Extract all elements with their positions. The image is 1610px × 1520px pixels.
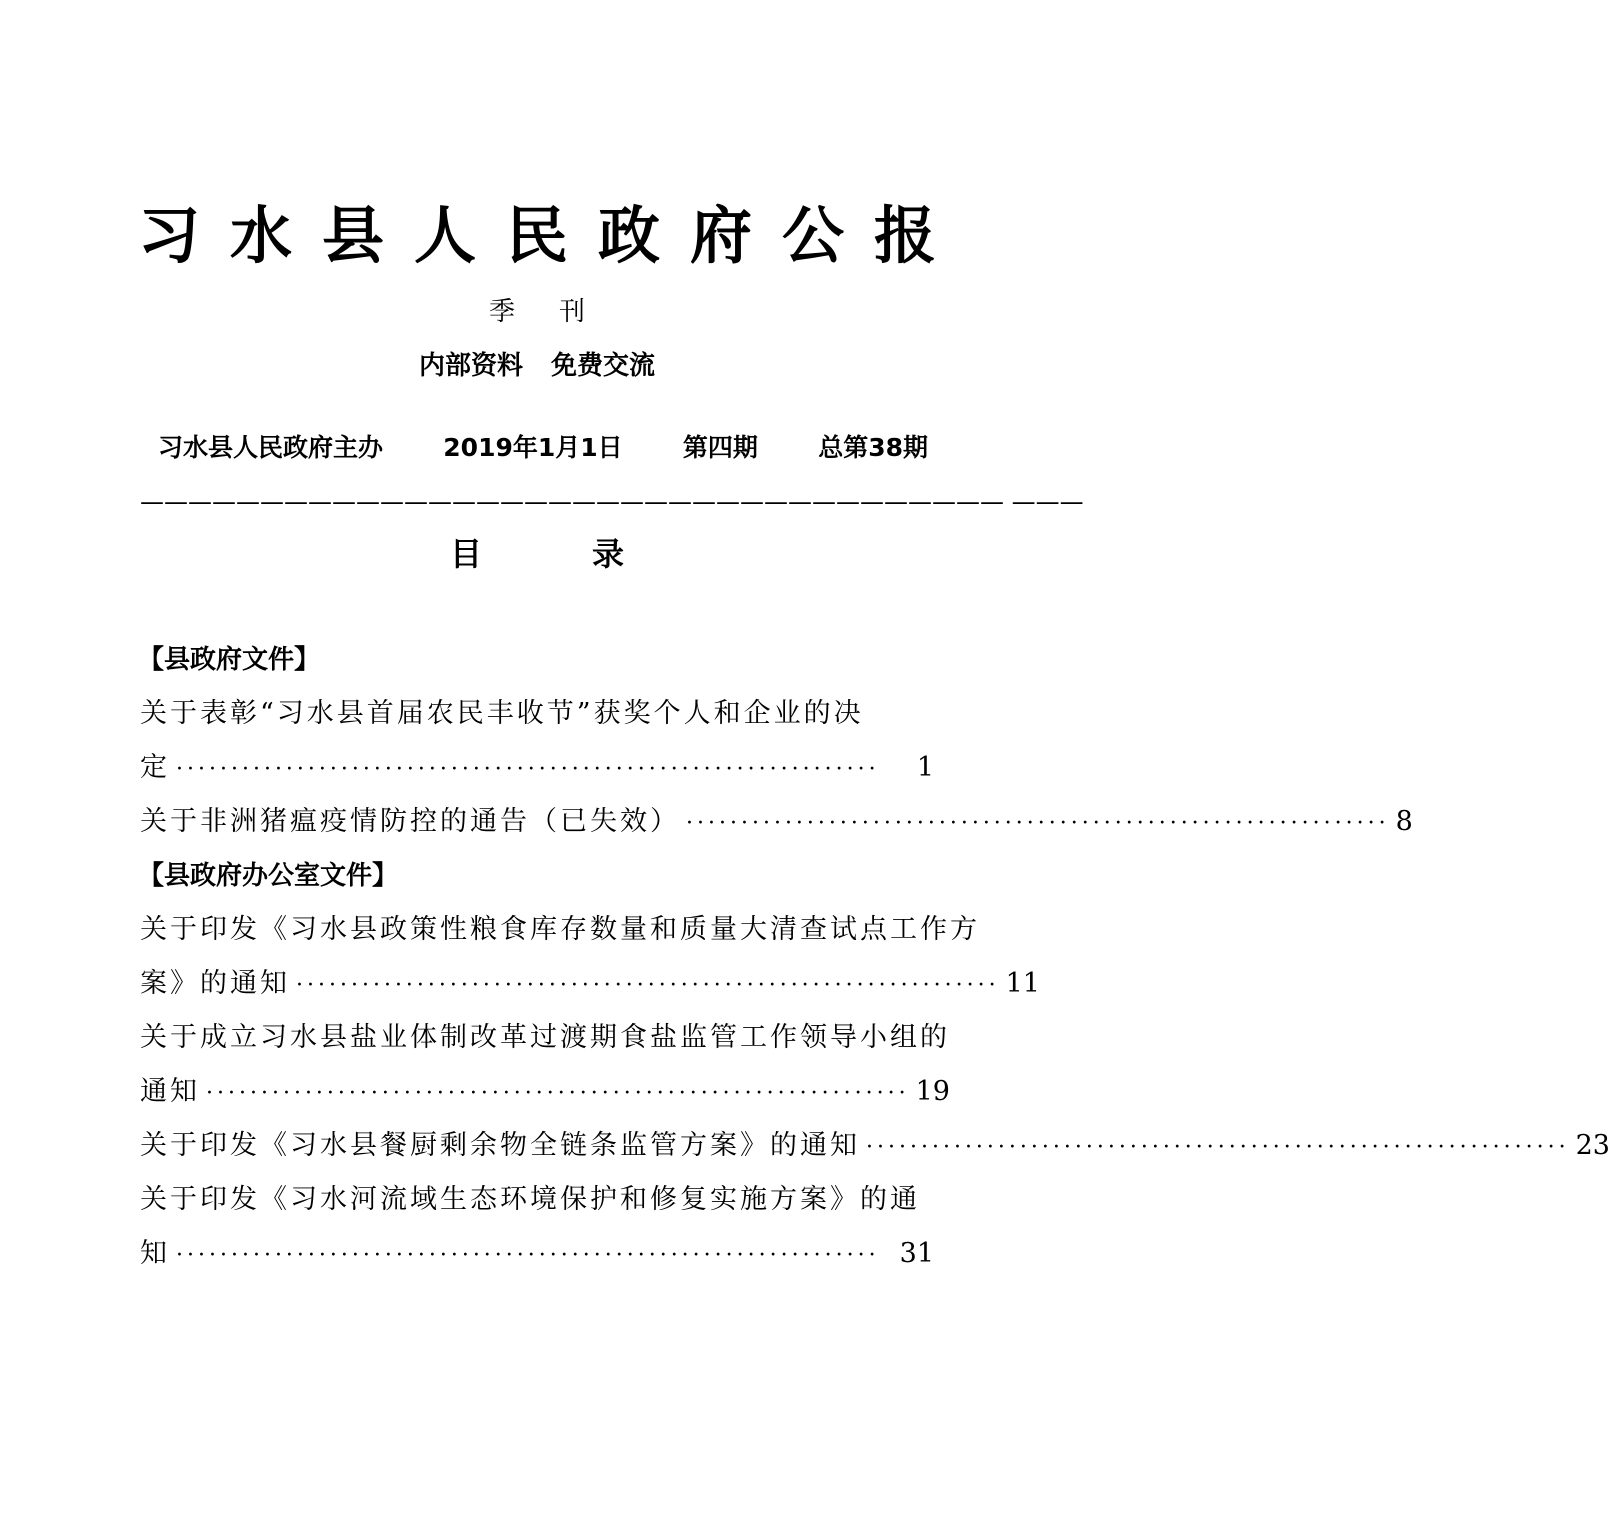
toc-entry-title: 知 — [140, 1238, 170, 1269]
toc-entry-title: 关于非洲猪瘟疫情防控的通告（已失效） — [140, 806, 680, 837]
toc-section-heading: 【县政府文件】 — [138, 645, 321, 675]
publisher: 习水县人民政府主办 — [158, 433, 384, 462]
toc-entry-title: 案》的通知 — [140, 968, 290, 999]
issue-date: 2019年1月1日 — [443, 433, 623, 462]
toc-entry-title: 通知 — [140, 1076, 200, 1107]
toc-entry-line1: 关于表彰“习水县首届农民丰收节”获奖个人和企业的决 — [140, 698, 864, 729]
distribution-notice — [0, 348, 1074, 384]
bulletin-title: 习水县人民政府公报 — [137, 199, 966, 272]
toc-entry[interactable] — [140, 1124, 1610, 1170]
toc-page-number: 23 — [1575, 1130, 1610, 1161]
total-issue-number: 总第38期 — [818, 433, 928, 462]
leader-dots: ································································ — [176, 1243, 880, 1268]
issue-number: 第四期 — [682, 433, 758, 462]
leader-dots: ································································ — [206, 1081, 910, 1106]
toc-entry[interactable] — [140, 962, 1040, 1008]
masthead-line — [158, 428, 928, 468]
leader-dots: ································································ — [866, 1135, 1570, 1160]
free-exchange-label: 免费交流 — [551, 351, 656, 381]
internal-material-label: 内部资料 — [418, 351, 523, 381]
toc-title: 目录 — [449, 535, 734, 573]
toc-section-heading: 【县政府办公室文件】 — [138, 861, 399, 891]
toc-entry-line1: 关于印发《习水河流域生态环境保护和修复实施方案》的通 — [140, 1184, 920, 1215]
toc-entry-title: 定 — [140, 752, 170, 783]
leader-dots: ································································ — [686, 811, 1390, 836]
toc-page-number: 31 — [899, 1238, 934, 1269]
toc-entry[interactable] — [140, 1070, 950, 1116]
toc-page-number: 11 — [1005, 968, 1040, 999]
separator-rule: ———————————————————————————————————— ——— — [140, 488, 1084, 516]
toc-entry[interactable] — [140, 1232, 934, 1278]
toc-entry[interactable] — [140, 800, 1413, 846]
toc-entry-line1: 关于成立习水县盐业体制改革过渡期食盐监管工作领导小组的 — [140, 1022, 950, 1053]
leader-dots: ································································ — [176, 757, 880, 782]
publication-frequency: 季刊 — [488, 297, 629, 327]
toc-page-number: 8 — [1395, 806, 1413, 837]
toc-entry[interactable] — [140, 746, 934, 792]
leader-dots: ································································ — [296, 973, 1000, 998]
toc-page-number: 1 — [916, 752, 934, 783]
toc-entry-title: 关于印发《习水县餐厨剩余物全链条监管方案》的通知 — [140, 1130, 860, 1161]
toc-page-number: 19 — [915, 1076, 950, 1107]
toc-entry-line1: 关于印发《习水县政策性粮食库存数量和质量大清查试点工作方 — [140, 914, 980, 945]
